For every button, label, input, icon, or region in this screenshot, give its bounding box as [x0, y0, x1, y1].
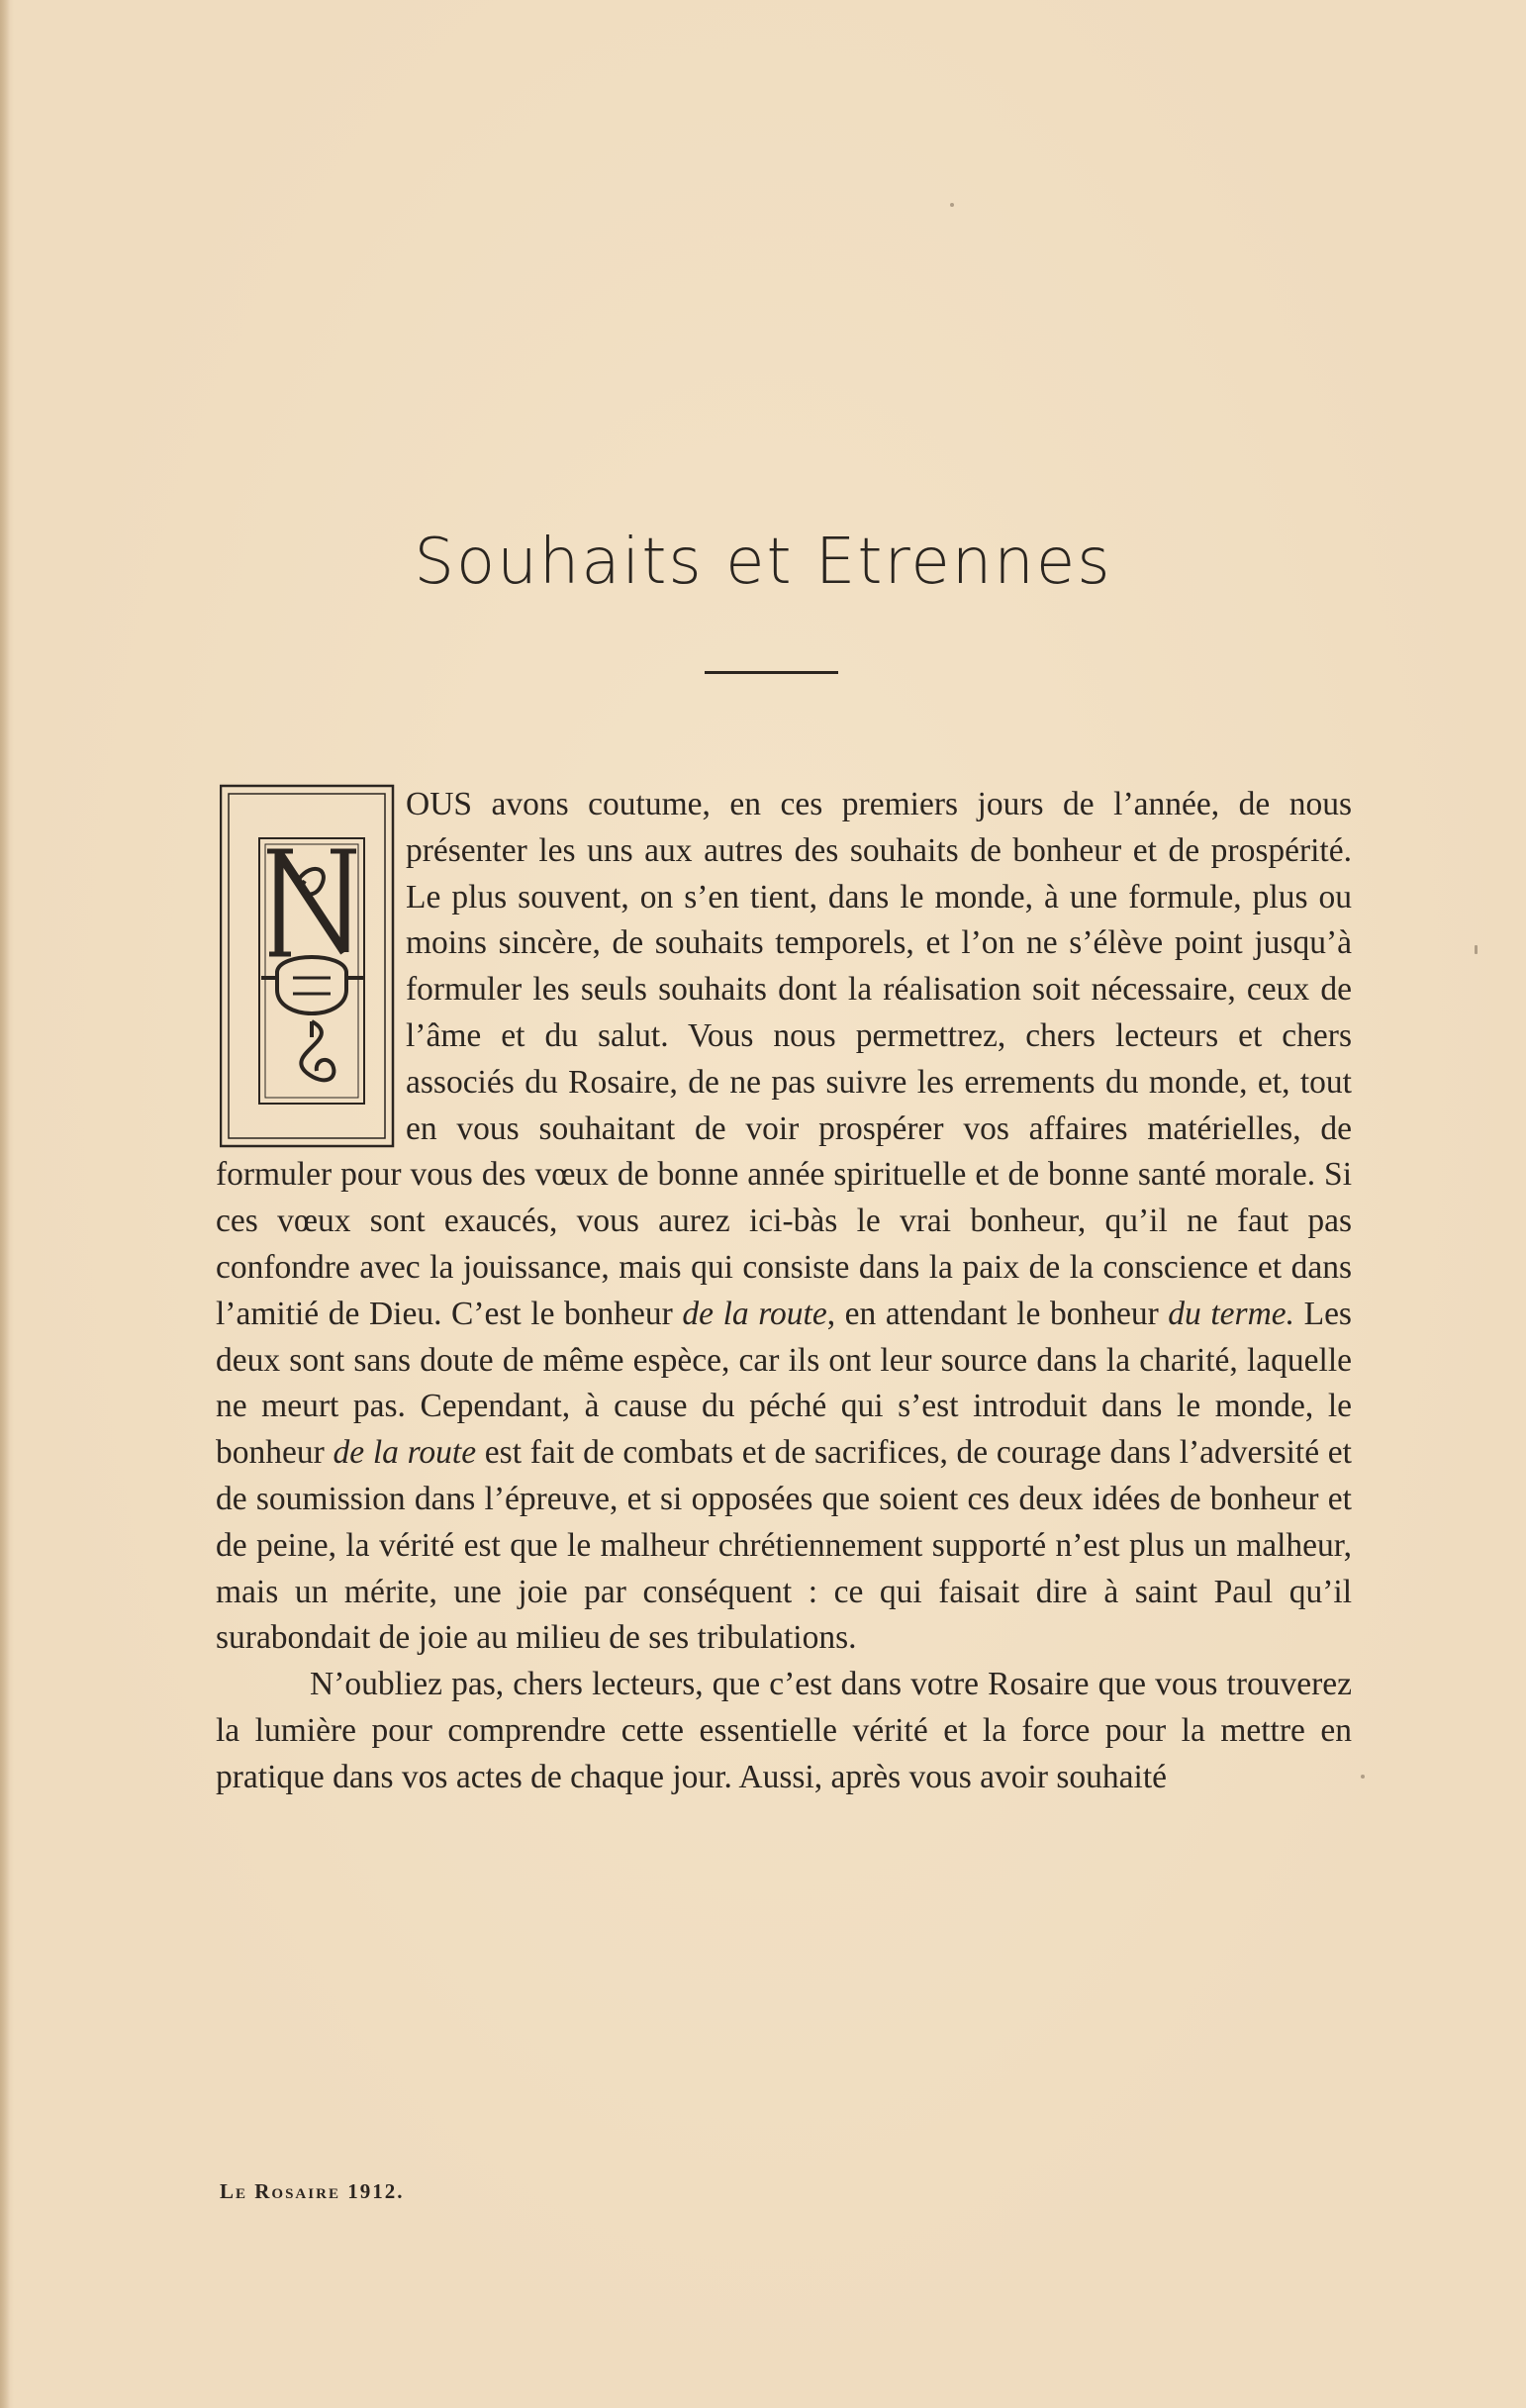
page-edge — [0, 0, 10, 2408]
title-divider — [705, 671, 838, 674]
para1-text-2: , en attendant le bonheur — [826, 1295, 1169, 1332]
para1-text-1: OUS avons coutume, en ces premiers jours de l’année, de nous présenter les uns aux autres des souhaits de bonheur et de prospérité. Le plus souvent, on s’en tient, dans le monde, à une formule, plus ou moins sincère, de souhaits temporels, et l’on ne s’élève point jusqu’à formuler les seuls souhaits dont la réalisation soit nécessaire, ceux de l’âme et du salut. Vous nous permettrez, chers lecteurs et chers associés du Rosaire, de ne pas suivre les errements du monde, et, tout en vous souhaitant de voir prospérer vos affaires matérielles, de formuler pour vous des vœux de bonne année spirituelle et de bonne santé morale. Si ces vœux sont exaucés, vous aurez ici-bàs le vrai bonheur, qu’il ne faut pas confondre avec la jouissance, mais qui consiste dans la paix de la conscience et dans l’amitié de Dieu. C’est le bonheur — [216, 786, 1352, 1332]
para1-italic-3: de la route — [333, 1434, 477, 1472]
para1-italic-1: de la route — [682, 1295, 827, 1332]
page-title: Souhaits et Etrennes — [414, 525, 1112, 599]
dropcap-spacer — [216, 782, 406, 1148]
article-body — [216, 782, 1352, 1801]
paragraph-2: N’oubliez pas, chers lecteurs, que c’est dans votre Rosaire que vous trouverez la lumière pour comprendre cette essentielle vérité et la force pour la mettre en pratique dans vos actes de chaque jour. Aussi, après vous avoir souhaité — [216, 1666, 1352, 1795]
para1-italic-2: du terme. — [1168, 1295, 1295, 1332]
para1-text-3: Les deux sont sans doute de même espèce, car ils ont leur source dans la charité, laquelle ne meurt pas. Cependant, à cause du péché qui s’est introduit dans le monde, le bonheur — [216, 1295, 1352, 1472]
paper-speck — [950, 203, 954, 207]
paper-speck — [1361, 1775, 1365, 1779]
page-footer: Le Rosaire 1912. — [220, 2179, 405, 2203]
paper-speck — [1475, 945, 1478, 954]
para1-text-4: est fait de combats et de sacrifices, de courage dans l’adversité et de soumission dans l’épreuve, et si opposées que soient ces deux idées de bonheur et de peine, la vérité est que le malheur chrétiennement supporté n’est plus un malheur, mais un mérite, une joie par conséquent : ce qui faisait dire à saint Paul qu’il surabondait de joie au milieu de ses tribulations. — [216, 1434, 1352, 1657]
